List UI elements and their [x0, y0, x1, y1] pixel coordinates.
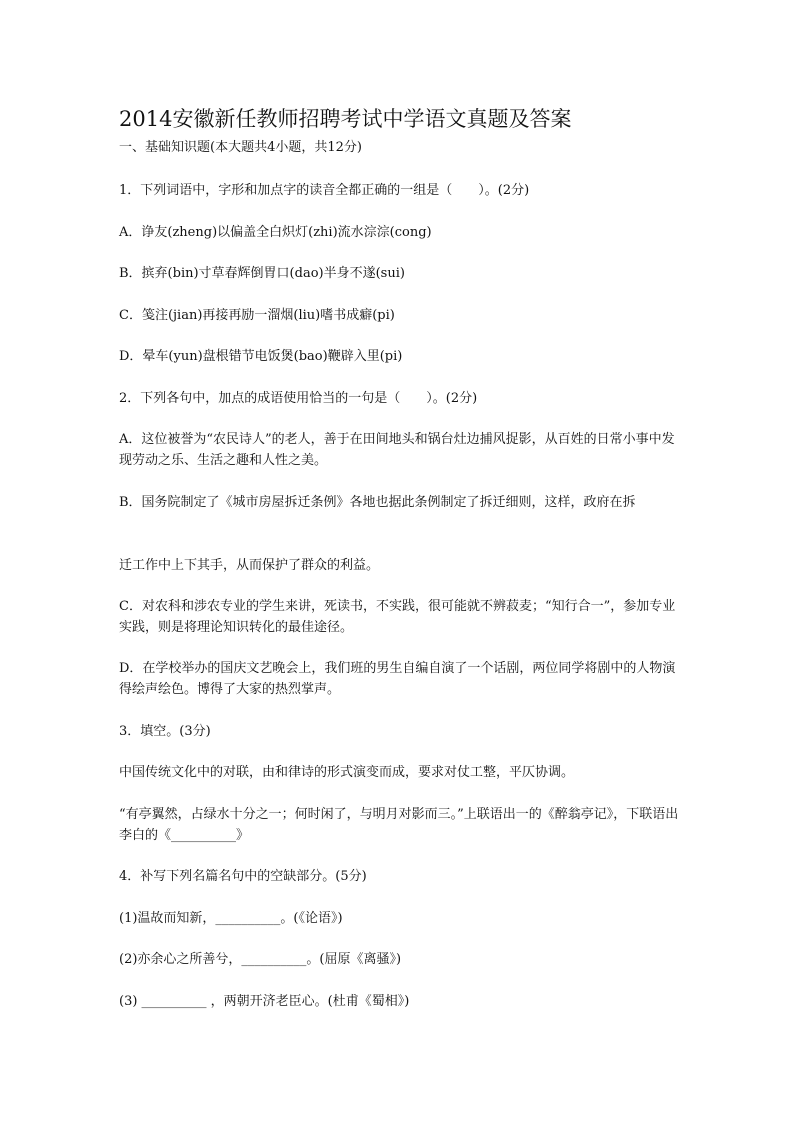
- question-2-option-d: D．在学校举办的国庆文艺晚会上，我们班的男生自编自演了一个话剧，两位同学将剧中的人物演得绘声绘色。博得了大家的热烈掌声。: [119, 661, 676, 697]
- question-3-paragraph-2: “有亭翼然，占绿水十分之一；何时闲了，与明月对影而三。”上联语出一的《醉翁亭记》，下联语出李白的《__________》: [119, 807, 679, 843]
- question-1-option-c: C．笺注(jian)再接再励一溜烟(liu)嗜书成癖(pi): [119, 308, 395, 323]
- question-3-stem: 3．填空。(3分): [119, 724, 211, 739]
- question-1-stem: 1．下列词语中，字形和加点字的读音全都正确的一组是（ ）。(2分): [119, 183, 530, 198]
- question-3-paragraph-1: 中国传统文化中的对联，由和律诗的形式演变而成，要求对仗工整，平仄协调。: [119, 765, 575, 780]
- question-2-option-b-continued: 迁工作中上下其手，从而保护了群众的利益。: [119, 558, 380, 573]
- question-1-option-d: D．晕车(yun)盘根错节电饭煲(bao)鞭辟入里(pi): [119, 349, 403, 364]
- document-title: 2014安徽新任教师招聘考试中学语文真题及答案: [119, 107, 572, 131]
- question-1-option-b: B．摈弃(bin)寸草春辉倒胃口(dao)半身不遂(sui): [119, 266, 405, 281]
- question-4-stem: 4．补写下列名篇名句中的空缺部分。(5分): [119, 869, 367, 884]
- question-2-stem: 2．下列各句中，加点的成语使用恰当的一句是（ ）。(2分): [119, 391, 478, 406]
- question-2-option-b: B．国务院制定了《城市房屋拆迁条例》各地也据此条例制定了拆迁细则，这样，政府在拆: [119, 495, 636, 510]
- question-1-option-a: A．诤友(zheng)以偏盖全白炽灯(zhi)流水淙淙(cong): [119, 225, 432, 240]
- section-heading: 一、基础知识题(本大题共4小题，共12分): [119, 140, 362, 155]
- question-4-item-3: (3) __________ ，两朝开济老臣心。(杜甫《蜀相》): [119, 994, 410, 1009]
- question-2-option-a: A．这位被誉为“农民诗人”的老人，善于在田间地头和锅台灶边捕风捉影，从百姓的日常小事中发现劳动之乐、生活之趣和人性之美。: [119, 432, 675, 468]
- question-2-option-c: C．对农科和涉农专业的学生来讲，死读书，不实践，很可能就不辨菽麦；“知行合一”，参加专业实践，则是将理论知识转化的最佳途径。: [119, 599, 676, 635]
- question-4-item-2: (2)亦余心之所善兮，__________。(屈原《离骚》): [119, 952, 402, 967]
- question-4-item-1: (1)温故而知新，__________。(《论语》): [119, 911, 343, 926]
